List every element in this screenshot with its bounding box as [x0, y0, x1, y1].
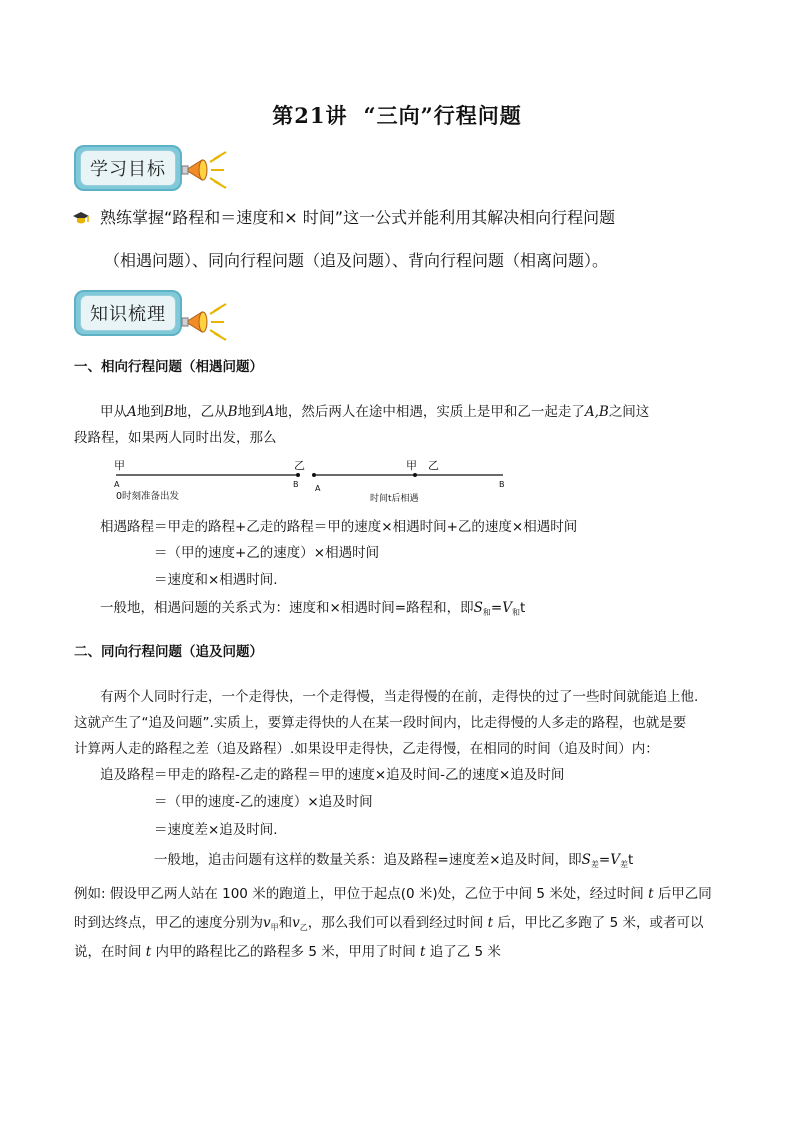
section2-p3: 计算两人走的路程之差（追及路程）.如果设甲走得快，乙走得慢，在相同的时间（追及时间）内：: [74, 741, 659, 757]
section2-p2: 这就产生了“追及问题”.实质上，要算走得快的人在某一段时间内，比走得慢的人多走的路程，也就是要: [74, 715, 687, 731]
goal-badge: [74, 145, 182, 191]
page-title: [0, 100, 794, 130]
meeting-diagram: [108, 456, 518, 506]
section1-formula-1: 相遇路程＝甲走的路程+乙走的路程＝甲的速度×相遇时间+乙的速度×相遇时间: [100, 519, 578, 535]
diagram-left-b: B: [293, 480, 299, 489]
section2-formula-1: 追及路程＝甲走的路程-乙走的路程＝甲的速度×追及时间-乙的速度×追及时间: [100, 767, 565, 783]
section1-general: 一般地，相遇问题的关系式为：速度和×相遇时间=路程和，即$S_和=V_和t$: [100, 600, 526, 617]
section2-heading: 二、同向行程问题（追及问题）: [74, 644, 263, 660]
section2-formula-3: ＝速度差×追及时间.: [154, 822, 278, 838]
megaphone-icon: [180, 302, 232, 342]
knowledge-badge: [74, 290, 182, 336]
section1-formula-2: ＝（甲的速度+乙的速度）×相遇时间: [154, 545, 380, 561]
diagram-left-yi: 乙: [294, 459, 305, 472]
diagram-right-yi: 乙: [428, 459, 439, 472]
diagram-left-jia: 甲: [114, 459, 125, 472]
section1-formula-3: ＝速度和×相遇时间.: [154, 572, 278, 588]
section2-example-line2: 时到达终点，甲乙的速度分别为$v_甲$和$v_乙$，那么我们可以看到经过时间 t 后，甲比乙多跑了 5 米，或者可以: [74, 915, 704, 932]
section1-para-line2: 段路程，如果两人同时出发，那么: [74, 430, 277, 446]
section2-example-line3: 说，在时间 t 内甲的路程比乙的路程多 5 米，甲用了时间 t 追了乙 5 米: [74, 944, 501, 960]
knowledge-badge-label: 知识梳理: [80, 295, 176, 331]
diagram-right-caption: 时间t后相遇: [370, 494, 419, 504]
lecture-number: 第21讲: [272, 103, 348, 128]
section2-general: 一般地，追击问题有这样的数量关系：追及路程=速度差×追及时间，即$S_差=V_差t$: [154, 852, 634, 869]
goal-line-1: 熟练掌握“路程和＝速度和× 时间”这一公式并能利用其解决相向行程问题: [100, 208, 616, 227]
section2-formula-2: ＝（甲的速度-乙的速度）×追及时间: [154, 794, 373, 810]
diagram-left-caption: 0时刻准备出发: [116, 491, 180, 502]
section2-example-line1: 例如: 假设甲乙两人站在 100 米的跑道上，甲位于起点(0 米)处，乙位于中间 5 米处，经过时间 t 后甲乙同: [74, 886, 712, 902]
diagram-right-a: A: [315, 484, 321, 493]
goal-badge-label: 学习目标: [80, 150, 176, 186]
lecture-topic: “三向”行程问题: [363, 103, 522, 128]
diagram-right-b: B: [499, 480, 505, 489]
section1-heading: 一、相向行程问题（相遇问题）: [74, 359, 263, 375]
diagram-right-jia: 甲: [406, 459, 417, 472]
megaphone-icon: [180, 150, 232, 190]
section2-p1: 有两个人同时行走，一个走得快，一个走得慢，当走得慢的在前，走得快的过了一些时间就能追上他.: [100, 689, 699, 705]
section1-para-line1: 甲从A地到B地，乙从B地到A地，然后两人在途中相遇，实质上是甲和乙一起走了A,B之间这: [100, 404, 650, 420]
diagram-left-a: A: [114, 480, 120, 489]
graduation-cap-icon: [72, 210, 90, 226]
goal-line-2: （相遇问题）、同向行程问题（追及问题）、背向行程问题（相离问题）。: [104, 251, 609, 270]
